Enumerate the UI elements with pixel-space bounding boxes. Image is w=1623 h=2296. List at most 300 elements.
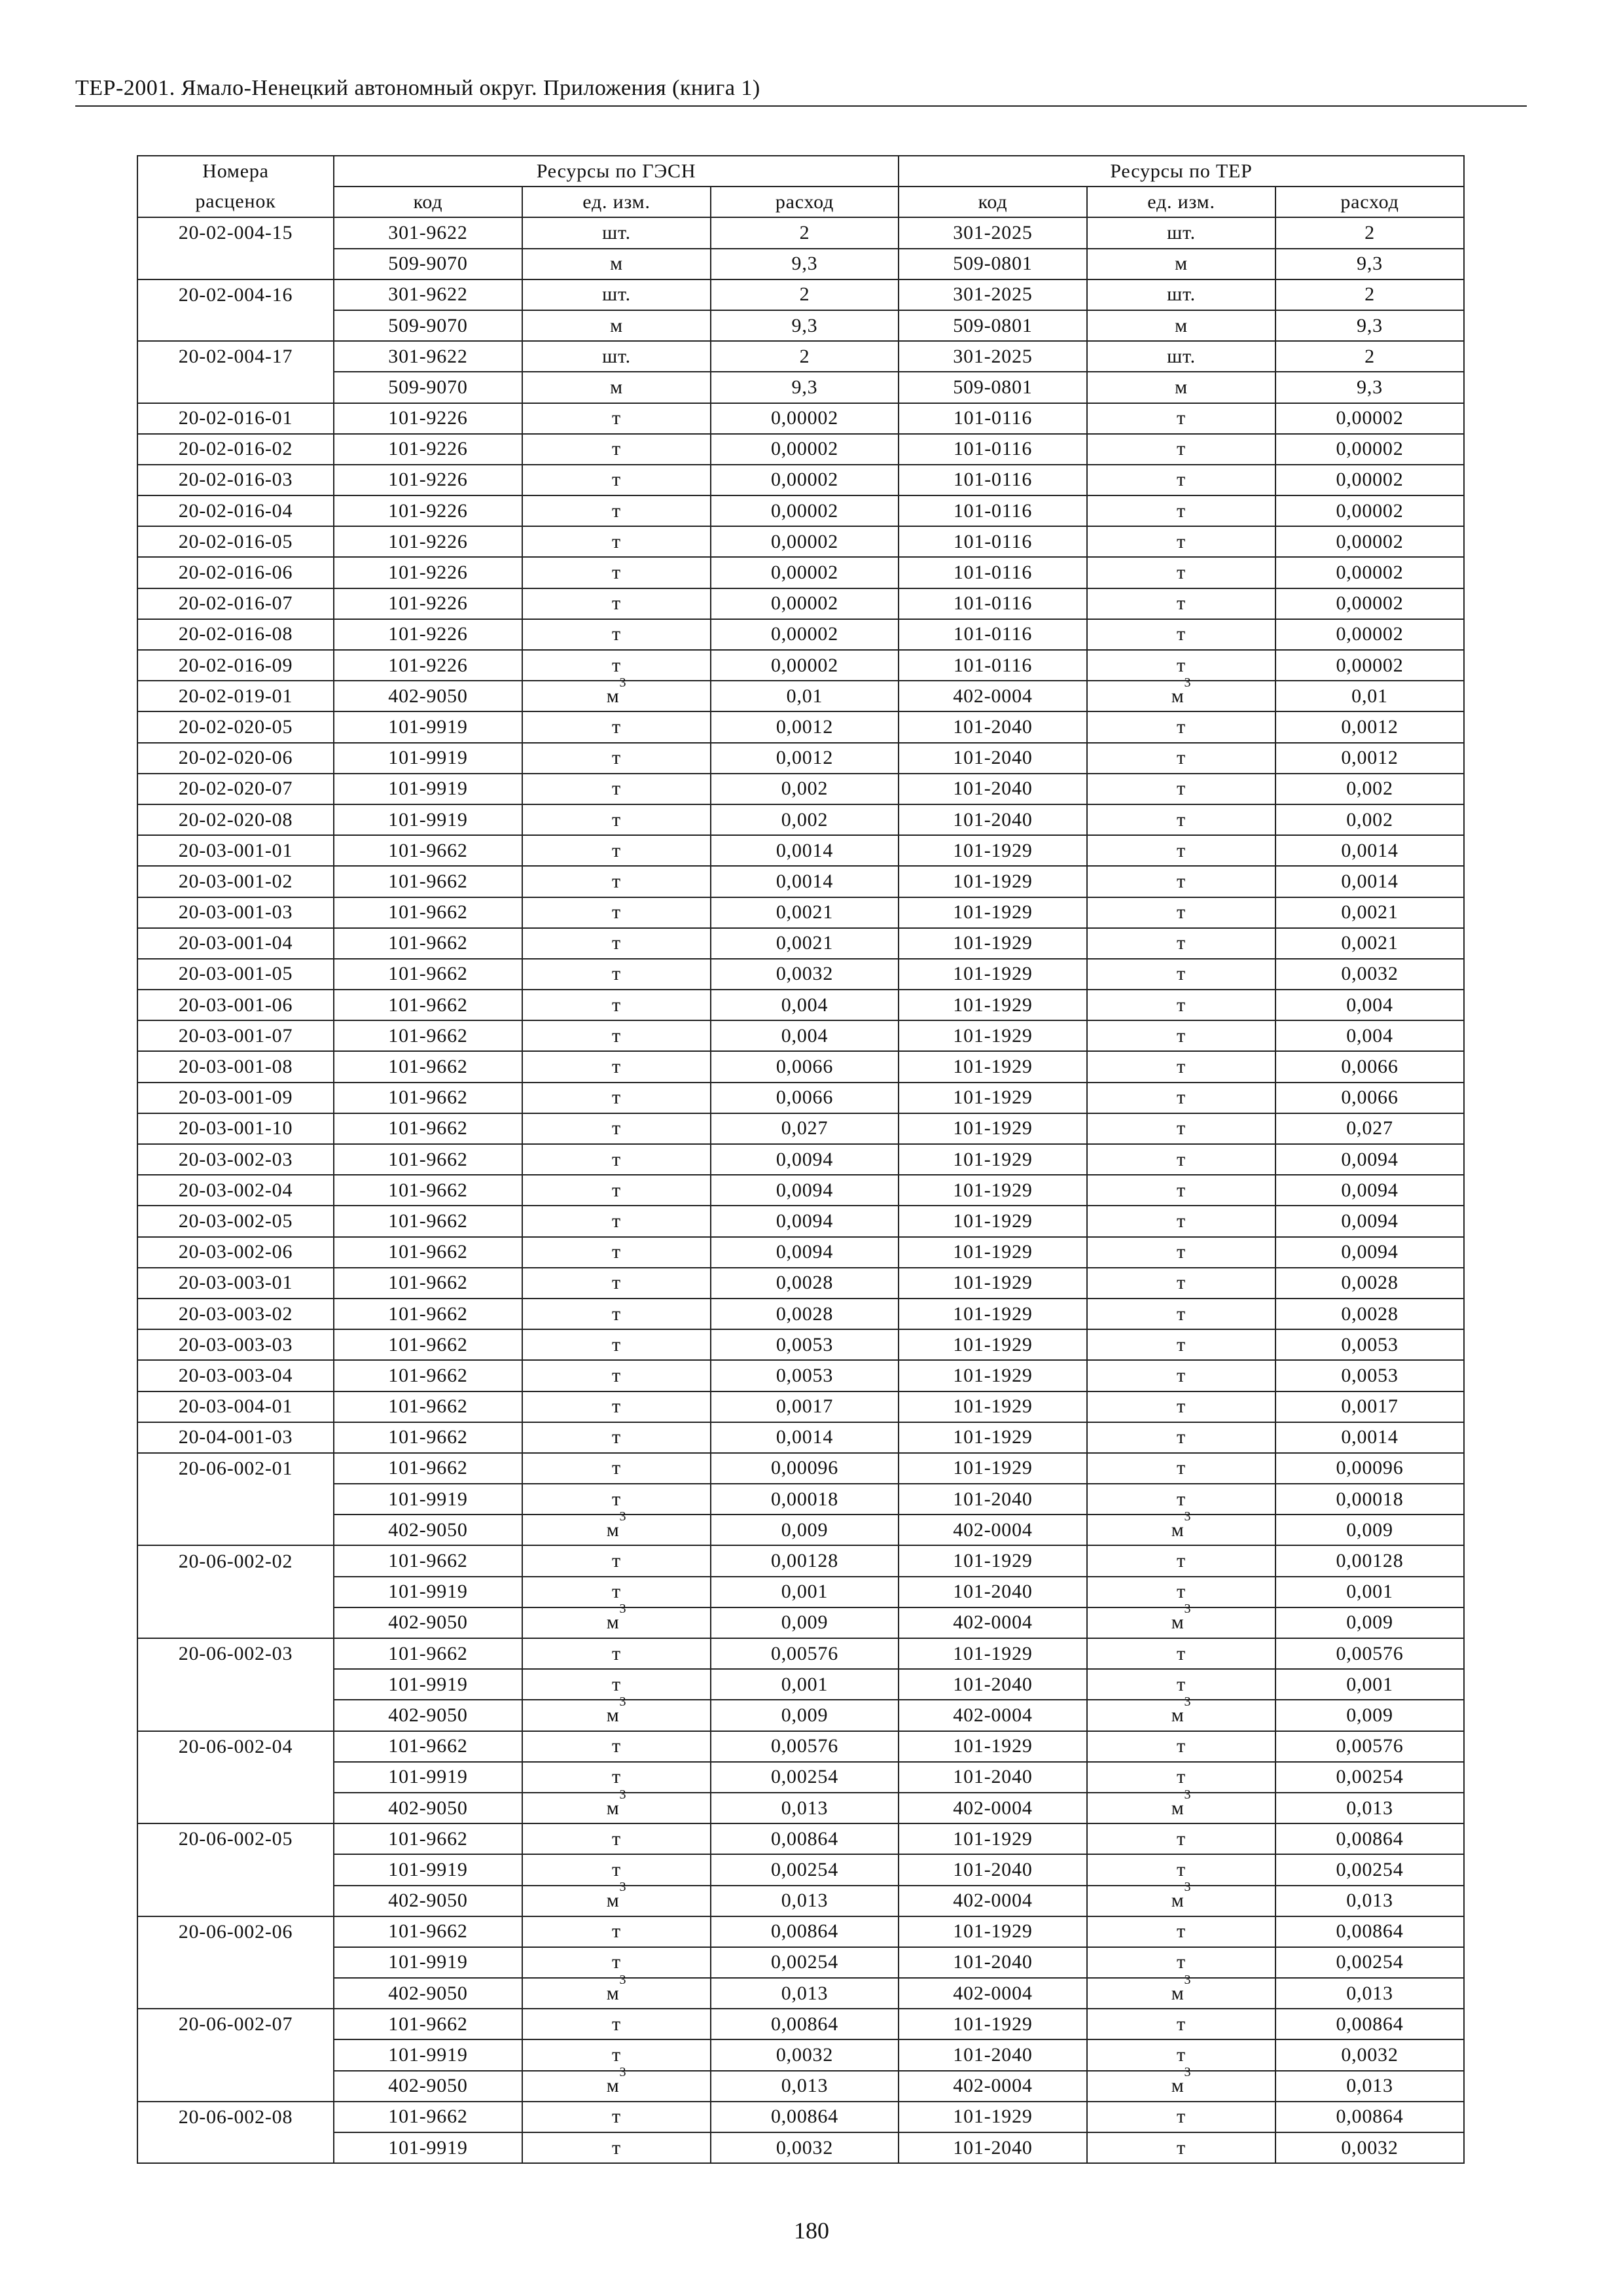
table-row bbox=[137, 310, 1464, 341]
gesn-unit-cell: шт. bbox=[522, 341, 711, 372]
rate-number-cell bbox=[137, 1484, 334, 1515]
gesn-qty-cell: 0,0053 bbox=[711, 1360, 899, 1391]
gesn-unit-cell: $м^3$ bbox=[522, 1607, 711, 1638]
ter-unit-cell: т bbox=[1087, 2009, 1275, 2039]
rate-number-cell: 20-02-016-02 bbox=[137, 434, 334, 465]
ter-code-cell: 301-2025 bbox=[899, 217, 1087, 248]
col-header-ter-qty: расход bbox=[1275, 187, 1464, 217]
rate-number-cell: 20-02-016-09 bbox=[137, 650, 334, 681]
gesn-unit-cell: шт. bbox=[522, 279, 711, 310]
ter-qty-cell: 0,0053 bbox=[1275, 1329, 1464, 1360]
ter-unit-cell: $м^3$ bbox=[1087, 681, 1275, 711]
ter-unit-cell: т bbox=[1087, 1545, 1275, 1576]
gesn-qty-cell: 0,0032 bbox=[711, 959, 899, 990]
gesn-qty-cell: 0,0017 bbox=[711, 1391, 899, 1422]
ter-unit-cell: т bbox=[1087, 1577, 1275, 1607]
gesn-code-cell: 101-9662 bbox=[334, 1731, 522, 1762]
gesn-qty-cell: 0,0032 bbox=[711, 2132, 899, 2163]
ter-code-cell: 101-1929 bbox=[899, 959, 1087, 990]
table-row bbox=[137, 774, 1464, 804]
table-row bbox=[137, 650, 1464, 681]
gesn-unit-cell: т bbox=[522, 526, 711, 557]
rate-number-cell: 20-06-002-03 bbox=[137, 1638, 334, 1669]
gesn-code-cell: 101-9662 bbox=[334, 1823, 522, 1854]
table-header-row-2 bbox=[137, 187, 1464, 217]
gesn-unit-cell: т bbox=[522, 1051, 711, 1082]
table-row bbox=[137, 1793, 1464, 1823]
gesn-qty-cell: 0,01 bbox=[711, 681, 899, 711]
gesn-qty-cell: 0,013 bbox=[711, 1886, 899, 1916]
table-row bbox=[137, 495, 1464, 526]
gesn-code-cell: 101-9662 bbox=[334, 1237, 522, 1268]
gesn-qty-cell: 0,00576 bbox=[711, 1731, 899, 1762]
table-header-row-1 bbox=[137, 156, 1464, 187]
gesn-unit-cell: т bbox=[522, 1237, 711, 1268]
rate-number-cell: 20-02-016-06 bbox=[137, 557, 334, 588]
ter-qty-cell: 0,00002 bbox=[1275, 434, 1464, 465]
ter-unit-cell: $м^3$ bbox=[1087, 1978, 1275, 2009]
ter-code-cell: 101-1929 bbox=[899, 1823, 1087, 1854]
ter-qty-cell: 0,00576 bbox=[1275, 1638, 1464, 1669]
ter-qty-cell: 0,00002 bbox=[1275, 588, 1464, 619]
ter-qty-cell: 0,0017 bbox=[1275, 1391, 1464, 1422]
ter-code-cell: 101-1929 bbox=[899, 928, 1087, 959]
gesn-qty-cell: 0,0014 bbox=[711, 835, 899, 866]
gesn-unit-cell: т bbox=[522, 1453, 711, 1484]
gesn-unit-cell: т bbox=[522, 619, 711, 650]
gesn-code-cell: 101-9662 bbox=[334, 1422, 522, 1453]
ter-qty-cell: 0,00002 bbox=[1275, 526, 1464, 557]
page-header: ТЕР-2001. Ямало-Ненецкий автономный округ. Приложения (книга 1) bbox=[75, 76, 760, 100]
gesn-qty-cell: 0,00864 bbox=[711, 1823, 899, 1854]
ter-qty-cell: 0,0066 bbox=[1275, 1051, 1464, 1082]
ter-qty-cell: 0,0014 bbox=[1275, 835, 1464, 866]
resources-table bbox=[137, 155, 1465, 2164]
col-header-gesn: Ресурсы по ГЭСН bbox=[334, 156, 899, 187]
gesn-code-cell: 101-9662 bbox=[334, 1299, 522, 1329]
ter-code-cell: 101-0116 bbox=[899, 588, 1087, 619]
gesn-unit-cell: т bbox=[522, 928, 711, 959]
gesn-unit-cell: т bbox=[522, 1083, 711, 1113]
table-row bbox=[137, 217, 1464, 248]
ter-unit-cell: м bbox=[1087, 249, 1275, 279]
ter-unit-cell: $м^3$ bbox=[1087, 1607, 1275, 1638]
ter-qty-cell: 0,013 bbox=[1275, 1793, 1464, 1823]
ter-unit-cell: т bbox=[1087, 1823, 1275, 1854]
ter-qty-cell: 0,004 bbox=[1275, 990, 1464, 1020]
ter-code-cell: 101-1929 bbox=[899, 2102, 1087, 2132]
ter-qty-cell: 0,0032 bbox=[1275, 2039, 1464, 2070]
gesn-unit-cell: т bbox=[522, 1854, 711, 1885]
gesn-qty-cell: 0,0032 bbox=[711, 2039, 899, 2070]
table-row bbox=[137, 804, 1464, 835]
rate-number-cell bbox=[137, 2039, 334, 2070]
ter-code-cell: 101-1929 bbox=[899, 1453, 1087, 1484]
rate-number-cell: 20-03-001-04 bbox=[137, 928, 334, 959]
rate-number-cell: 20-04-001-03 bbox=[137, 1422, 334, 1453]
table-row bbox=[137, 1947, 1464, 1978]
rate-number-cell: 20-03-004-01 bbox=[137, 1391, 334, 1422]
gesn-unit-cell: м bbox=[522, 310, 711, 341]
table-row bbox=[137, 403, 1464, 434]
gesn-qty-cell: 0,00002 bbox=[711, 495, 899, 526]
gesn-unit-cell: т bbox=[522, 1422, 711, 1453]
rate-number-cell bbox=[137, 1669, 334, 1700]
rate-number-cell bbox=[137, 1515, 334, 1545]
ter-qty-cell: 0,00002 bbox=[1275, 557, 1464, 588]
rate-number-cell: 20-03-001-01 bbox=[137, 835, 334, 866]
gesn-qty-cell: 0,0014 bbox=[711, 1422, 899, 1453]
gesn-code-cell: 101-9662 bbox=[334, 1545, 522, 1576]
ter-unit-cell: т bbox=[1087, 557, 1275, 588]
table-row bbox=[137, 897, 1464, 928]
gesn-code-cell: 101-9919 bbox=[334, 2039, 522, 2070]
ter-qty-cell: 0,0032 bbox=[1275, 959, 1464, 990]
ter-qty-cell: 0,0028 bbox=[1275, 1299, 1464, 1329]
gesn-code-cell: 101-9919 bbox=[334, 1484, 522, 1515]
table-row bbox=[137, 557, 1464, 588]
gesn-unit-cell: т bbox=[522, 711, 711, 742]
table-row bbox=[137, 1360, 1464, 1391]
rate-number-cell: 20-02-016-03 bbox=[137, 465, 334, 495]
ter-code-cell: 101-0116 bbox=[899, 557, 1087, 588]
gesn-qty-cell: 2 bbox=[711, 217, 899, 248]
gesn-code-cell: 101-9662 bbox=[334, 1638, 522, 1669]
gesn-code-cell: 101-9662 bbox=[334, 835, 522, 866]
ter-code-cell: 402-0004 bbox=[899, 1700, 1087, 1731]
gesn-code-cell: 101-9662 bbox=[334, 1144, 522, 1175]
table-row bbox=[137, 928, 1464, 959]
ter-unit-cell: т bbox=[1087, 711, 1275, 742]
rate-number-cell bbox=[137, 310, 334, 341]
ter-qty-cell: 9,3 bbox=[1275, 372, 1464, 403]
table-row bbox=[137, 588, 1464, 619]
ter-unit-cell: т bbox=[1087, 1947, 1275, 1978]
ter-unit-cell: т bbox=[1087, 1268, 1275, 1299]
ter-qty-cell: 0,0012 bbox=[1275, 743, 1464, 774]
rate-number-cell: 20-02-020-08 bbox=[137, 804, 334, 835]
ter-qty-cell: 0,00864 bbox=[1275, 2102, 1464, 2132]
ter-qty-cell: 0,009 bbox=[1275, 1700, 1464, 1731]
ter-unit-cell: т bbox=[1087, 2102, 1275, 2132]
gesn-unit-cell: т bbox=[522, 1947, 711, 1978]
gesn-unit-cell: т bbox=[522, 557, 711, 588]
gesn-qty-cell: 0,013 bbox=[711, 1793, 899, 1823]
gesn-qty-cell: 0,0066 bbox=[711, 1083, 899, 1113]
gesn-code-cell: 101-9662 bbox=[334, 1051, 522, 1082]
gesn-code-cell: 301-9622 bbox=[334, 341, 522, 372]
ter-qty-cell: 0,013 bbox=[1275, 2071, 1464, 2102]
gesn-qty-cell: 0,0021 bbox=[711, 897, 899, 928]
ter-code-cell: 101-1929 bbox=[899, 1299, 1087, 1329]
ter-code-cell: 402-0004 bbox=[899, 1886, 1087, 1916]
gesn-qty-cell: 0,00096 bbox=[711, 1453, 899, 1484]
gesn-code-cell: 509-9070 bbox=[334, 372, 522, 403]
gesn-unit-cell: т bbox=[522, 1484, 711, 1515]
gesn-unit-cell: т bbox=[522, 866, 711, 897]
ter-qty-cell: 0,0021 bbox=[1275, 897, 1464, 928]
gesn-code-cell: 402-9050 bbox=[334, 681, 522, 711]
col-header-numbers: Номера bbox=[137, 156, 334, 187]
gesn-code-cell: 101-9226 bbox=[334, 619, 522, 650]
ter-code-cell: 101-1929 bbox=[899, 1731, 1087, 1762]
ter-qty-cell: 0,00128 bbox=[1275, 1545, 1464, 1576]
gesn-code-cell: 101-9919 bbox=[334, 2132, 522, 2163]
gesn-code-cell: 402-9050 bbox=[334, 1700, 522, 1731]
gesn-unit-cell: т bbox=[522, 835, 711, 866]
gesn-code-cell: 509-9070 bbox=[334, 310, 522, 341]
gesn-code-cell: 101-9662 bbox=[334, 1206, 522, 1236]
gesn-unit-cell: $м^3$ bbox=[522, 1793, 711, 1823]
ter-unit-cell: т bbox=[1087, 434, 1275, 465]
table-row bbox=[137, 1175, 1464, 1206]
ter-qty-cell: 2 bbox=[1275, 217, 1464, 248]
rate-number-cell bbox=[137, 249, 334, 279]
ter-code-cell: 101-1929 bbox=[899, 2009, 1087, 2039]
gesn-qty-cell: 0,002 bbox=[711, 774, 899, 804]
ter-qty-cell: 0,01 bbox=[1275, 681, 1464, 711]
ter-qty-cell: 0,004 bbox=[1275, 1020, 1464, 1051]
gesn-qty-cell: 0,00002 bbox=[711, 465, 899, 495]
table-row bbox=[137, 434, 1464, 465]
gesn-unit-cell: т bbox=[522, 743, 711, 774]
rate-number-cell: 20-03-001-07 bbox=[137, 1020, 334, 1051]
rate-number-cell: 20-03-001-02 bbox=[137, 866, 334, 897]
ter-unit-cell: т bbox=[1087, 1144, 1275, 1175]
table-row bbox=[137, 1607, 1464, 1638]
ter-unit-cell: т bbox=[1087, 1391, 1275, 1422]
table-row bbox=[137, 1237, 1464, 1268]
col-header-gesn-code: код bbox=[334, 187, 522, 217]
rate-number-cell bbox=[137, 1886, 334, 1916]
gesn-qty-cell: 9,3 bbox=[711, 372, 899, 403]
gesn-unit-cell: т bbox=[522, 1329, 711, 1360]
ter-qty-cell: 0,0021 bbox=[1275, 928, 1464, 959]
gesn-code-cell: 101-9662 bbox=[334, 1329, 522, 1360]
table-row bbox=[137, 1299, 1464, 1329]
rate-number-cell: 20-02-004-15 bbox=[137, 217, 334, 248]
table-row bbox=[137, 1268, 1464, 1299]
gesn-code-cell: 402-9050 bbox=[334, 1978, 522, 2009]
ter-unit-cell: т bbox=[1087, 650, 1275, 681]
ter-unit-cell: шт. bbox=[1087, 217, 1275, 248]
gesn-code-cell: 101-9662 bbox=[334, 1175, 522, 1206]
gesn-unit-cell: т bbox=[522, 2039, 711, 2070]
ter-unit-cell: т bbox=[1087, 526, 1275, 557]
ter-qty-cell: 0,001 bbox=[1275, 1669, 1464, 1700]
gesn-qty-cell: 0,0014 bbox=[711, 866, 899, 897]
ter-unit-cell: т bbox=[1087, 743, 1275, 774]
col-header-rates: расценок bbox=[137, 187, 334, 217]
gesn-qty-cell: 9,3 bbox=[711, 249, 899, 279]
gesn-unit-cell: т bbox=[522, 1638, 711, 1669]
ter-qty-cell: 0,0028 bbox=[1275, 1268, 1464, 1299]
ter-qty-cell: 0,0014 bbox=[1275, 866, 1464, 897]
rate-number-cell: 20-02-016-04 bbox=[137, 495, 334, 526]
rate-number-cell: 20-03-001-03 bbox=[137, 897, 334, 928]
rate-number-cell: 20-06-002-04 bbox=[137, 1731, 334, 1762]
ter-unit-cell: м bbox=[1087, 372, 1275, 403]
rate-number-cell: 20-02-020-05 bbox=[137, 711, 334, 742]
gesn-code-cell: 301-9622 bbox=[334, 217, 522, 248]
ter-qty-cell: 2 bbox=[1275, 341, 1464, 372]
gesn-code-cell: 509-9070 bbox=[334, 249, 522, 279]
gesn-unit-cell: т bbox=[522, 1916, 711, 1947]
ter-code-cell: 101-1929 bbox=[899, 1206, 1087, 1236]
ter-code-cell: 402-0004 bbox=[899, 1978, 1087, 2009]
ter-code-cell: 101-0116 bbox=[899, 495, 1087, 526]
rate-number-cell bbox=[137, 1793, 334, 1823]
ter-unit-cell: т bbox=[1087, 619, 1275, 650]
gesn-qty-cell: 0,00254 bbox=[711, 1854, 899, 1885]
ter-code-cell: 101-2040 bbox=[899, 2132, 1087, 2163]
gesn-qty-cell: 0,027 bbox=[711, 1113, 899, 1144]
ter-qty-cell: 0,00864 bbox=[1275, 1823, 1464, 1854]
table-row bbox=[137, 2009, 1464, 2039]
col-header-gesn-qty: расход bbox=[711, 187, 899, 217]
gesn-unit-cell: т bbox=[522, 403, 711, 434]
table-row bbox=[137, 711, 1464, 742]
gesn-code-cell: 101-9919 bbox=[334, 1947, 522, 1978]
gesn-qty-cell: 0,004 bbox=[711, 1020, 899, 1051]
gesn-unit-cell: т bbox=[522, 1731, 711, 1762]
ter-qty-cell: 0,00576 bbox=[1275, 1731, 1464, 1762]
gesn-unit-cell: т bbox=[522, 2132, 711, 2163]
gesn-unit-cell: $м^3$ bbox=[522, 1700, 711, 1731]
gesn-unit-cell: т bbox=[522, 588, 711, 619]
rate-number-cell: 20-03-002-06 bbox=[137, 1237, 334, 1268]
rate-number-cell: 20-02-004-17 bbox=[137, 341, 334, 372]
rate-number-cell: 20-03-003-03 bbox=[137, 1329, 334, 1360]
gesn-qty-cell: 2 bbox=[711, 279, 899, 310]
table-row bbox=[137, 743, 1464, 774]
gesn-unit-cell: т bbox=[522, 1577, 711, 1607]
table-row bbox=[137, 1700, 1464, 1731]
gesn-unit-cell: $м^3$ bbox=[522, 1515, 711, 1545]
rate-number-cell: 20-02-016-07 bbox=[137, 588, 334, 619]
ter-unit-cell: т bbox=[1087, 774, 1275, 804]
table-row bbox=[137, 526, 1464, 557]
gesn-code-cell: 101-9919 bbox=[334, 743, 522, 774]
ter-code-cell: 101-1929 bbox=[899, 1144, 1087, 1175]
ter-unit-cell: т bbox=[1087, 1113, 1275, 1144]
gesn-qty-cell: 0,0094 bbox=[711, 1144, 899, 1175]
gesn-code-cell: 101-9662 bbox=[334, 959, 522, 990]
ter-unit-cell: шт. bbox=[1087, 279, 1275, 310]
table-row bbox=[137, 1453, 1464, 1484]
gesn-qty-cell: 0,00254 bbox=[711, 1762, 899, 1793]
ter-unit-cell: т bbox=[1087, 1299, 1275, 1329]
gesn-qty-cell: 0,00002 bbox=[711, 557, 899, 588]
ter-code-cell: 101-0116 bbox=[899, 465, 1087, 495]
gesn-qty-cell: 0,004 bbox=[711, 990, 899, 1020]
ter-unit-cell: т bbox=[1087, 804, 1275, 835]
ter-unit-cell: т bbox=[1087, 1206, 1275, 1236]
ter-code-cell: 101-2040 bbox=[899, 1854, 1087, 1885]
gesn-qty-cell: 0,00018 bbox=[711, 1484, 899, 1515]
gesn-unit-cell: т bbox=[522, 774, 711, 804]
rate-number-cell bbox=[137, 1700, 334, 1731]
rate-number-cell: 20-03-002-04 bbox=[137, 1175, 334, 1206]
gesn-unit-cell: т bbox=[522, 1144, 711, 1175]
ter-unit-cell: $м^3$ bbox=[1087, 1700, 1275, 1731]
gesn-code-cell: 101-9662 bbox=[334, 1453, 522, 1484]
ter-code-cell: 101-2040 bbox=[899, 774, 1087, 804]
ter-unit-cell: т bbox=[1087, 835, 1275, 866]
ter-unit-cell: $м^3$ bbox=[1087, 1793, 1275, 1823]
ter-qty-cell: 9,3 bbox=[1275, 249, 1464, 279]
table-row bbox=[137, 1144, 1464, 1175]
ter-unit-cell: т bbox=[1087, 1051, 1275, 1082]
table-row bbox=[137, 2071, 1464, 2102]
ter-qty-cell: 0,00002 bbox=[1275, 495, 1464, 526]
ter-code-cell: 101-1929 bbox=[899, 1083, 1087, 1113]
table-row bbox=[137, 1391, 1464, 1422]
gesn-unit-cell: т bbox=[522, 1299, 711, 1329]
ter-unit-cell: т bbox=[1087, 1360, 1275, 1391]
gesn-qty-cell: 0,0028 bbox=[711, 1299, 899, 1329]
ter-code-cell: 101-1929 bbox=[899, 866, 1087, 897]
gesn-unit-cell: т bbox=[522, 1762, 711, 1793]
gesn-qty-cell: 0,00576 bbox=[711, 1638, 899, 1669]
gesn-code-cell: 301-9622 bbox=[334, 279, 522, 310]
col-header-gesn-unit: ед. изм. bbox=[522, 187, 711, 217]
table-row bbox=[137, 990, 1464, 1020]
ter-unit-cell: т bbox=[1087, 1329, 1275, 1360]
gesn-qty-cell: 0,013 bbox=[711, 2071, 899, 2102]
gesn-code-cell: 101-9919 bbox=[334, 1669, 522, 1700]
ter-qty-cell: 0,001 bbox=[1275, 1577, 1464, 1607]
table-row bbox=[137, 372, 1464, 403]
ter-code-cell: 301-2025 bbox=[899, 341, 1087, 372]
gesn-code-cell: 101-9226 bbox=[334, 403, 522, 434]
gesn-code-cell: 101-9226 bbox=[334, 526, 522, 557]
gesn-qty-cell: 0,0012 bbox=[711, 743, 899, 774]
gesn-qty-cell: 0,009 bbox=[711, 1700, 899, 1731]
gesn-unit-cell: т bbox=[522, 990, 711, 1020]
table-row bbox=[137, 959, 1464, 990]
table-row bbox=[137, 1515, 1464, 1545]
ter-qty-cell: 0,00018 bbox=[1275, 1484, 1464, 1515]
ter-code-cell: 101-1929 bbox=[899, 1175, 1087, 1206]
table-row bbox=[137, 619, 1464, 650]
rate-number-cell: 20-06-002-08 bbox=[137, 2102, 334, 2132]
ter-qty-cell: 0,00002 bbox=[1275, 650, 1464, 681]
rate-number-cell bbox=[137, 1577, 334, 1607]
rate-number-cell: 20-03-002-03 bbox=[137, 1144, 334, 1175]
ter-unit-cell: шт. bbox=[1087, 341, 1275, 372]
ter-qty-cell: 0,0066 bbox=[1275, 1083, 1464, 1113]
ter-unit-cell: т bbox=[1087, 1669, 1275, 1700]
gesn-qty-cell: 0,001 bbox=[711, 1577, 899, 1607]
gesn-qty-cell: 0,00864 bbox=[711, 2009, 899, 2039]
table-row bbox=[137, 1978, 1464, 2009]
gesn-unit-cell: т bbox=[522, 2009, 711, 2039]
rate-number-cell: 20-06-002-07 bbox=[137, 2009, 334, 2039]
gesn-code-cell: 101-9226 bbox=[334, 495, 522, 526]
gesn-code-cell: 101-9662 bbox=[334, 928, 522, 959]
ter-code-cell: 101-1929 bbox=[899, 835, 1087, 866]
table-row bbox=[137, 1113, 1464, 1144]
gesn-unit-cell: т bbox=[522, 2102, 711, 2132]
rate-number-cell: 20-02-020-07 bbox=[137, 774, 334, 804]
table-row bbox=[137, 465, 1464, 495]
ter-code-cell: 101-1929 bbox=[899, 1113, 1087, 1144]
ter-qty-cell: 0,009 bbox=[1275, 1607, 1464, 1638]
table-row bbox=[137, 249, 1464, 279]
ter-code-cell: 101-2040 bbox=[899, 2039, 1087, 2070]
gesn-code-cell: 101-9662 bbox=[334, 1268, 522, 1299]
